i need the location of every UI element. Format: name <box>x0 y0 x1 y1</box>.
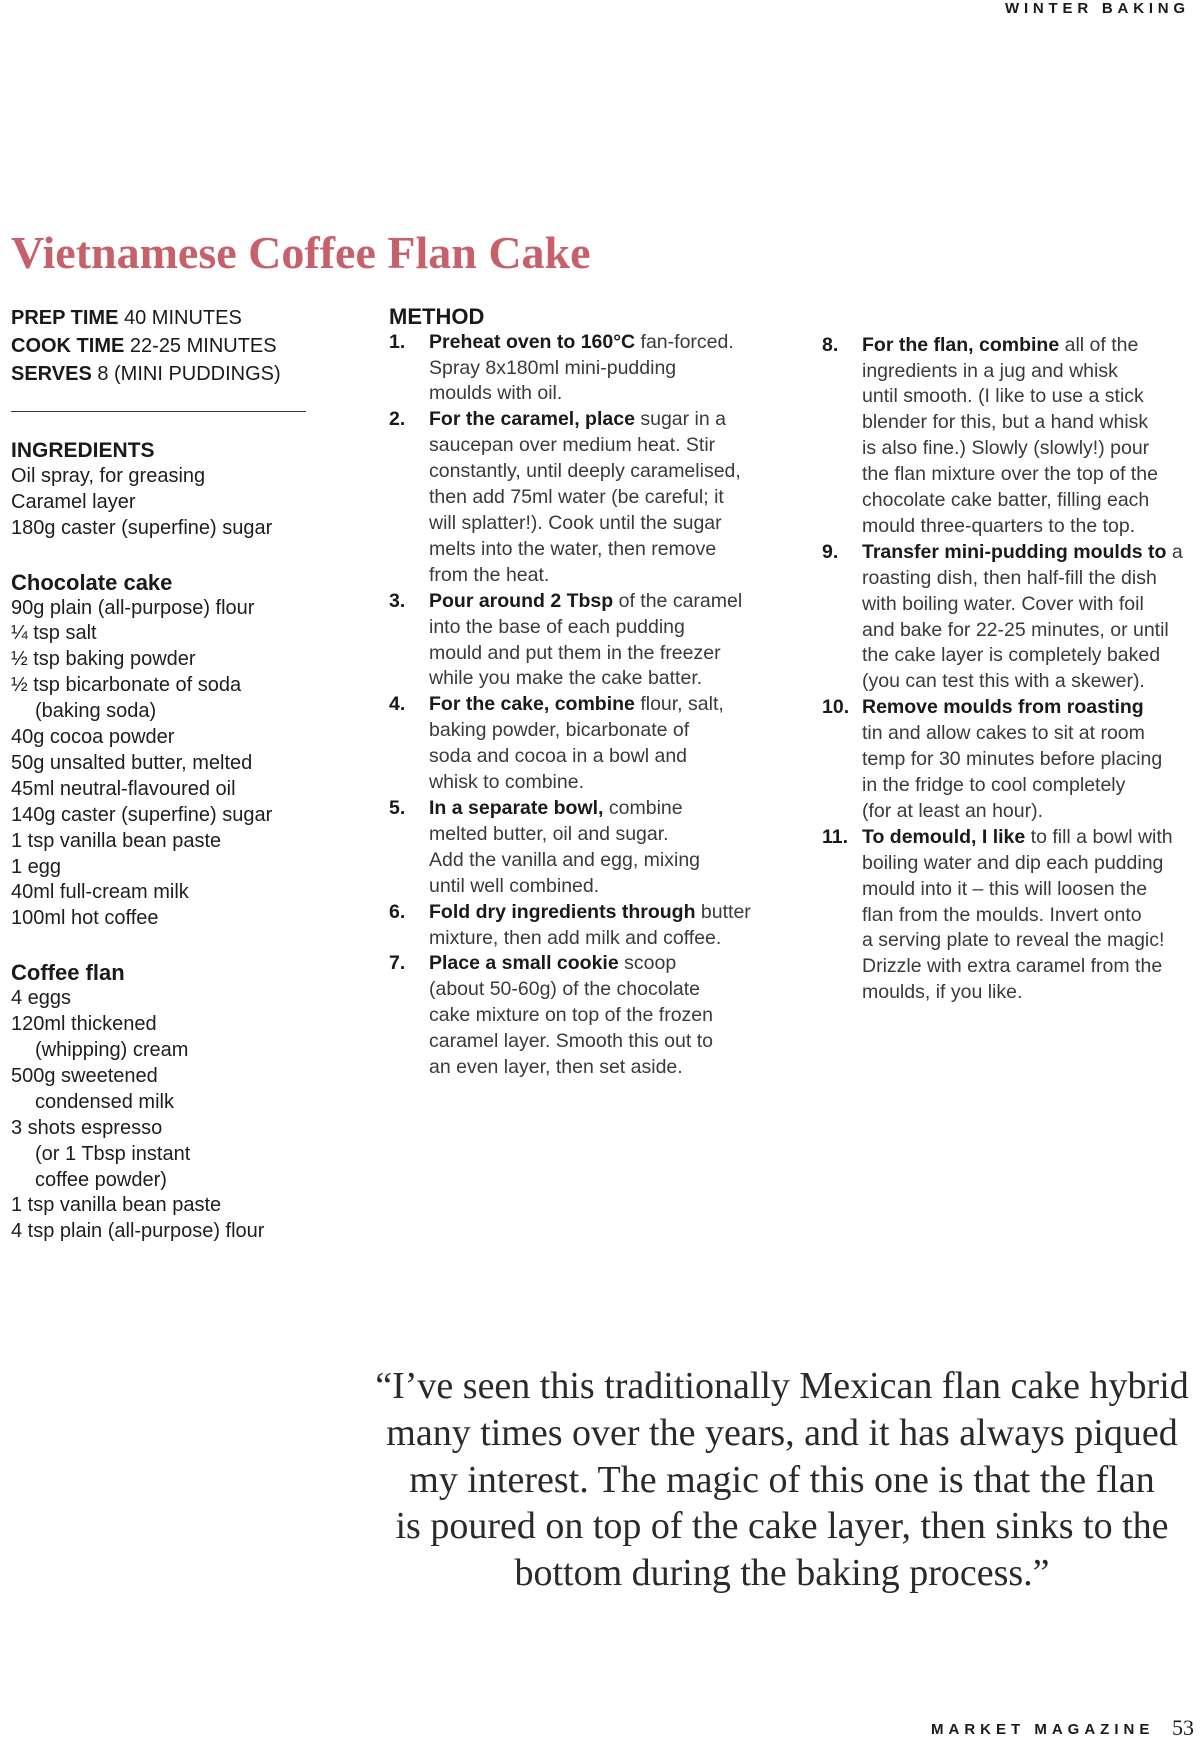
ingredient-line: 4 eggs <box>11 987 72 1010</box>
step-number: 10. <box>822 696 850 719</box>
step-lead: Preheat oven to 160°C <box>429 330 636 353</box>
ingredient-item <box>11 803 311 829</box>
step-first-line <box>429 900 789 926</box>
quote-line: bottom during the baking process.” <box>514 1551 1050 1594</box>
step-lead: Remove moulds from roasting <box>862 696 1144 719</box>
divider-rule <box>11 411 306 412</box>
section-label: WINTER BAKING <box>1005 0 1190 17</box>
step-line: melted butter, oil and sugar. <box>429 822 669 845</box>
step-line: moulds with oil. <box>429 382 563 405</box>
step-line: an even layer, then set aside. <box>429 1056 683 1079</box>
step-number: 5. <box>389 796 406 819</box>
ingredient-item <box>11 1116 311 1194</box>
step-line: the flan mixture over the top of the <box>862 463 1158 486</box>
step-lead: For the cake, combine <box>429 693 635 716</box>
method-step <box>389 796 789 900</box>
ingredient-group <box>11 570 311 933</box>
step-rest: flour, salt, <box>640 693 724 716</box>
info-label: SERVES <box>11 363 92 386</box>
ingredient-line: 40g cocoa powder <box>11 726 175 749</box>
ingredient-line: 4 tsp plain (all-purpose) flour <box>11 1220 265 1243</box>
step-line: Drizzle with extra caramel from the <box>862 955 1163 978</box>
step-line: from the heat. <box>429 563 550 586</box>
ingredient-line: ¼ tsp salt <box>11 622 97 645</box>
step-first-line <box>429 589 789 615</box>
method-step <box>822 695 1192 825</box>
ingredient-line: ½ tsp bicarbonate of soda <box>11 674 242 697</box>
step-line: (about 50-60g) of the chocolate <box>429 978 701 1001</box>
ingredients-column <box>11 304 311 1246</box>
step-line: while you make the cake batter. <box>429 667 703 690</box>
step-line: a serving plate to reveal the magic! <box>862 929 1165 952</box>
step-line: into the base of each pudding <box>429 615 685 638</box>
ingredient-line: 40ml full-cream milk <box>11 881 189 904</box>
step-first-line <box>862 333 1192 359</box>
step-lead: For the caramel, place <box>429 408 635 431</box>
step-rest: combine <box>608 796 683 819</box>
step-line: moulds, if you like. <box>862 981 1023 1004</box>
method-step <box>389 951 789 1081</box>
ingredient-group <box>11 960 311 1245</box>
ingredient-item <box>11 777 311 803</box>
step-line: baking powder, bicarbonate of <box>429 719 690 742</box>
quote-line: is poured on top of the cake layer, then sinks to the <box>395 1505 1169 1548</box>
step-rest: of the caramel <box>618 589 743 612</box>
ingredient-line: 500g sweetened <box>11 1064 158 1087</box>
step-line: caramel layer. Smooth this out to <box>429 1030 713 1053</box>
ingredient-item <box>11 596 311 622</box>
step-line: mould and put them in the freezer <box>429 641 721 664</box>
ingredient-group <box>11 464 311 542</box>
step-rest: sugar in a <box>640 408 726 431</box>
step-line: boiling water and dip each pudding <box>862 851 1164 874</box>
ingredient-line: 180g caster (superfine) sugar <box>11 516 273 539</box>
ingredient-line: ½ tsp baking powder <box>11 648 196 671</box>
method-step <box>389 407 789 588</box>
method-step <box>822 825 1192 1006</box>
info-label: PREP TIME <box>11 306 119 329</box>
step-line: chocolate cake batter, filling each <box>862 489 1150 512</box>
info-row <box>11 304 311 332</box>
step-line: ingredients in a jug and whisk <box>862 359 1118 382</box>
method-step <box>822 540 1192 695</box>
ingredient-item <box>11 516 311 542</box>
ingredient-line: 100ml hot coffee <box>11 907 159 930</box>
method-step <box>389 900 789 952</box>
ingredient-line: Oil spray, for greasing <box>11 464 206 487</box>
step-rest: butter <box>700 900 751 923</box>
step-line: blender for this, but a hand whisk <box>862 411 1149 434</box>
step-lead: In a separate bowl, <box>429 796 604 819</box>
step-line: whisk to combine. <box>429 771 584 794</box>
step-number: 4. <box>389 693 406 716</box>
ingredient-line: 140g caster (superfine) sugar <box>11 803 273 826</box>
quote-line: many times over the years, and it has always piqued <box>386 1411 1178 1454</box>
step-line: Spray 8x180ml mini-pudding <box>429 356 677 379</box>
ingredient-item <box>11 1219 311 1245</box>
step-line: Add the vanilla and egg, mixing <box>429 848 701 871</box>
step-number: 2. <box>389 408 406 431</box>
step-line: tin and allow cakes to sit at room <box>862 722 1145 745</box>
step-line: in the fridge to cool completely <box>862 774 1126 796</box>
pull-quote <box>366 1363 1198 1596</box>
step-line: with boiling water. Cover with foil <box>862 592 1144 615</box>
step-first-line <box>429 796 789 822</box>
ingredient-group-heading: Coffee flan <box>11 960 125 986</box>
step-line: the cake layer is completely baked <box>862 644 1161 667</box>
recipe-title: Vietnamese Coffee Flan Cake <box>11 227 591 278</box>
method-column-left <box>389 304 789 1081</box>
ingredient-item <box>11 1012 311 1064</box>
step-line: melts into the water, then remove <box>429 537 717 560</box>
method-heading: METHOD <box>389 303 485 329</box>
step-number: 11. <box>822 825 849 848</box>
ingredient-continuation-line: condensed milk <box>35 1090 174 1113</box>
step-line: cake mixture on top of the frozen <box>429 1004 713 1027</box>
step-lead: For the flan, combine <box>862 333 1060 356</box>
ingredient-continuation-line: coffee powder) <box>35 1168 167 1191</box>
step-lead: Fold dry ingredients through <box>429 900 696 923</box>
step-first-line <box>862 695 1192 721</box>
step-rest: all of the <box>1064 333 1139 356</box>
method-step <box>389 692 789 796</box>
step-line: (for at least an hour). <box>862 799 1044 822</box>
step-line: until smooth. (I like to use a stick <box>862 385 1144 408</box>
ingredient-item <box>11 906 311 932</box>
info-row <box>11 360 311 388</box>
ingredient-item <box>11 829 311 855</box>
ingredient-item <box>11 986 311 1012</box>
step-line: roasting dish, then half-fill the dish <box>862 566 1157 589</box>
ingredient-item <box>11 621 311 647</box>
step-line: (you can test this with a skewer). <box>862 670 1145 693</box>
step-rest: fan-forced. <box>640 330 734 353</box>
step-number: 8. <box>822 333 839 356</box>
step-lead: Pour around 2 Tbsp <box>429 589 614 612</box>
info-label: COOK TIME <box>11 334 125 357</box>
step-line: constantly, until deeply caramelised, <box>429 460 741 483</box>
step-line: and bake for 22-25 minutes, or until <box>862 618 1169 641</box>
ingredient-item <box>11 725 311 751</box>
footer-publication: MARKET MAGAZINE <box>931 1721 1155 1738</box>
ingredient-line: 45ml neutral-flavoured oil <box>11 777 236 800</box>
step-rest: scoop <box>624 952 677 975</box>
step-number: 1. <box>389 330 406 353</box>
ingredient-item <box>11 855 311 881</box>
ingredient-line: 120ml thickened <box>11 1013 157 1036</box>
ingredient-item <box>11 1064 311 1116</box>
step-first-line <box>429 951 789 977</box>
step-line: will splatter!). Cook until the sugar <box>429 512 722 534</box>
step-lead: Transfer mini-pudding moulds to <box>862 540 1167 563</box>
ingredient-line: Caramel layer <box>11 490 136 513</box>
step-line: mould into it – this will loosen the <box>862 877 1148 900</box>
info-row <box>11 332 311 360</box>
ingredient-line: 1 egg <box>11 855 62 878</box>
step-number: 3. <box>389 589 406 612</box>
ingredient-item <box>11 464 311 490</box>
step-first-line <box>429 407 789 433</box>
ingredient-continuation-line: (whipping) cream <box>35 1039 189 1062</box>
step-line: is also fine.) Slowly (slowly!) pour <box>862 437 1150 460</box>
ingredient-item <box>11 751 311 777</box>
ingredient-item <box>11 673 311 725</box>
step-first-line <box>862 825 1192 851</box>
step-first-line <box>862 540 1192 566</box>
page-number: 53 <box>1172 1715 1194 1740</box>
info-value: 22-25 MINUTES <box>129 334 277 357</box>
step-line: soda and cocoa in a bowl and <box>429 745 688 768</box>
ingredient-item <box>11 1193 311 1219</box>
ingredient-line: 1 tsp vanilla bean paste <box>11 829 222 852</box>
step-number: 7. <box>389 952 406 975</box>
step-line: then add 75ml water (be careful; it <box>429 486 724 509</box>
step-lead: To demould, I like <box>862 825 1026 848</box>
method-column-right <box>822 333 1192 1007</box>
step-line: mould three-quarters to the top. <box>862 514 1136 537</box>
step-first-line <box>429 330 789 356</box>
recipe-info-list <box>11 304 311 389</box>
ingredient-line: 50g unsalted butter, melted <box>11 751 253 774</box>
step-line: temp for 30 minutes before placing <box>862 748 1163 771</box>
step-number: 9. <box>822 540 839 563</box>
ingredient-item <box>11 880 311 906</box>
quote-line: my interest. The magic of this one is that the flan <box>409 1458 1155 1501</box>
step-number: 6. <box>389 900 406 923</box>
quote-line: “I’ve seen this traditionally Mexican flan cake hybrid <box>375 1365 1189 1408</box>
method-steps <box>389 330 789 1081</box>
ingredient-item <box>11 490 311 516</box>
ingredients-heading: INGREDIENTS <box>11 438 155 462</box>
step-lead: Place a small cookie <box>429 952 619 975</box>
step-line: flan from the moulds. Invert onto <box>862 903 1142 926</box>
method-step <box>389 589 789 693</box>
step-line: until well combined. <box>429 874 600 897</box>
ingredient-groups <box>11 464 311 1245</box>
ingredient-continuation-line: (baking soda) <box>35 700 157 723</box>
method-step <box>389 330 789 408</box>
ingredient-line: 1 tsp vanilla bean paste <box>11 1194 222 1217</box>
step-line: saucepan over medium heat. Stir <box>429 434 716 457</box>
ingredient-line: 3 shots espresso <box>11 1116 163 1139</box>
step-line: mixture, then add milk and coffee. <box>429 926 722 949</box>
info-value: 40 MINUTES <box>124 306 242 329</box>
ingredient-continuation-line: (or 1 Tbsp instant <box>35 1142 191 1165</box>
info-value: 8 (MINI PUDDINGS) <box>97 363 281 386</box>
step-first-line <box>429 692 789 718</box>
ingredient-item <box>11 647 311 673</box>
method-step <box>822 333 1192 540</box>
ingredient-line: 90g plain (all-purpose) flour <box>11 596 255 619</box>
ingredient-group-heading: Chocolate cake <box>11 569 173 595</box>
step-rest: a <box>1171 540 1183 563</box>
step-rest: to fill a bowl with <box>1030 825 1173 848</box>
